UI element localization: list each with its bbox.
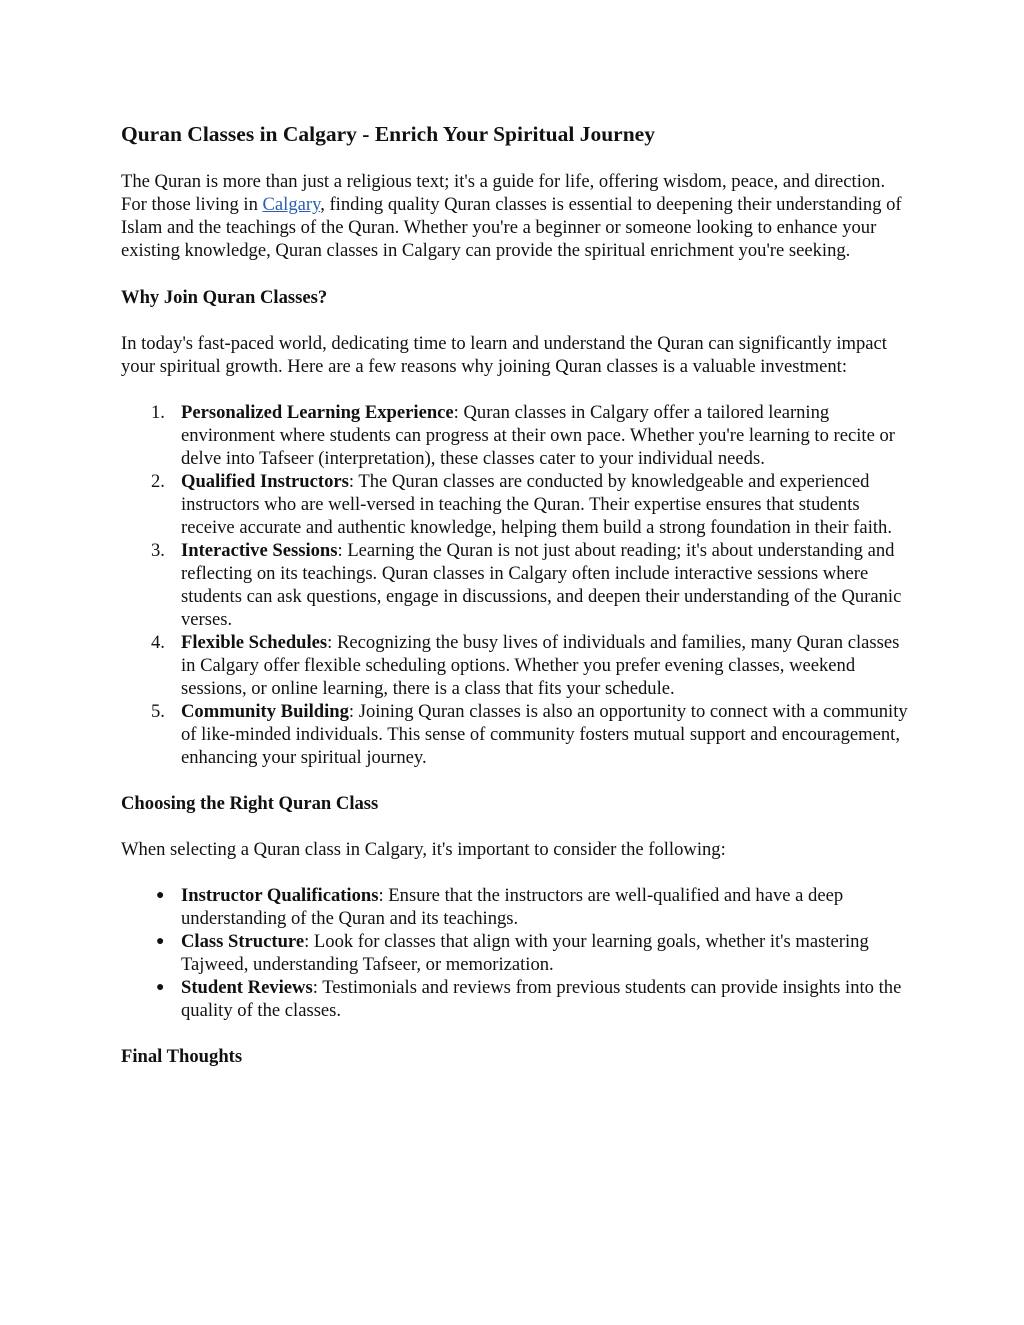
list-item bbox=[121, 884, 911, 930]
item-term: Interactive Sessions bbox=[181, 540, 338, 561]
item-term: Qualified Instructors bbox=[181, 471, 349, 492]
why-paragraph: In today's fast-paced world, dedicating time to learn and understand the Quran can significantly impact your spiritual growth. Here are a few reasons why joining Quran classes is a valuable investment: bbox=[121, 333, 887, 377]
considerations-list bbox=[121, 884, 911, 1022]
item-term: Student Reviews bbox=[181, 977, 313, 998]
item-text: : Quran classes in Calgary offer a tailored learning environment where students can progress at their own pace. Whether you're learning to recite or delve into Tafseer (interpretation), these classes cater to your individual needs. bbox=[181, 402, 895, 469]
list-item bbox=[121, 700, 911, 769]
list-number: 2. bbox=[151, 471, 165, 492]
item-term: Class Structure bbox=[181, 931, 305, 952]
list-number: 3. bbox=[151, 540, 165, 561]
list-item bbox=[121, 976, 911, 1022]
list-number: 4. bbox=[151, 632, 165, 653]
intro-text-after: , finding quality Quran classes is essential to deepening their understanding of Islam and the teachings of the Quran. Whether you're a beginner or someone looking to enhance your existing knowledge, Quran classes in Calgary can provide the spiritual enrichment you're seeking. bbox=[121, 194, 902, 261]
choosing-paragraph: When selecting a Quran class in Calgary, it's important to consider the following: bbox=[121, 839, 726, 860]
list-item bbox=[121, 470, 911, 539]
item-text: : Learning the Quran is not just about reading; it's about understanding and reflecting on its teachings. Quran classes in Calgary often include interactive sessions where students can ask questions, engage in discussions, and deepen their understanding of the Quranic verses. bbox=[181, 540, 902, 630]
choosing-heading: Choosing the Right Quran Class bbox=[121, 793, 379, 814]
why-heading: Why Join Quran Classes? bbox=[121, 287, 328, 308]
intro-paragraph bbox=[121, 170, 911, 262]
item-term: Flexible Schedules bbox=[181, 632, 328, 653]
final-heading: Final Thoughts bbox=[121, 1046, 243, 1067]
bullet-icon: ● bbox=[156, 980, 165, 995]
item-text: : Testimonials and reviews from previous students can provide insights into the quality of the classes. bbox=[181, 977, 902, 1021]
calgary-link[interactable]: Calgary bbox=[262, 194, 321, 215]
item-text: : Recognizing the busy lives of individuals and families, many Quran classes in Calgary offer flexible scheduling options. Whether you prefer evening classes, weekend sessions, or online learning, there is a class that fits your schedule. bbox=[181, 632, 900, 699]
reasons-list bbox=[121, 401, 911, 769]
item-term: Community Building bbox=[181, 701, 349, 722]
item-text: : Ensure that the instructors are well-qualified and have a deep understanding of the Quran and its teachings. bbox=[181, 885, 844, 929]
item-text: : Joining Quran classes is also an opportunity to connect with a community of like-minded individuals. This sense of community fosters mutual support and encouragement, enhancing your spiritual journey. bbox=[181, 701, 908, 768]
list-item bbox=[121, 631, 911, 700]
list-item bbox=[121, 539, 911, 631]
item-text: : Look for classes that align with your learning goals, whether it's mastering Tajweed, understanding Tafseer, or memorization. bbox=[181, 931, 869, 975]
item-term: Instructor Qualifications bbox=[181, 885, 379, 906]
bullet-icon: ● bbox=[156, 934, 165, 949]
page-title: Quran Classes in Calgary - Enrich Your Spiritual Journey bbox=[121, 122, 655, 146]
list-item bbox=[121, 401, 911, 470]
item-term: Personalized Learning Experience bbox=[181, 402, 454, 423]
list-number: 1. bbox=[151, 402, 165, 423]
bullet-icon: ● bbox=[156, 888, 165, 903]
list-number: 5. bbox=[151, 701, 165, 722]
item-text: : The Quran classes are conducted by knowledgeable and experienced instructors who are well-versed in teaching the Quran. Their expertise ensures that students receive accurate and authentic knowledge, helping them build a strong foundation in their faith. bbox=[181, 471, 892, 538]
intro-text-before: The Quran is more than just a religious text; it's a guide for life, offering wisdom, peace, and direction. For those living in bbox=[121, 171, 886, 215]
document-page bbox=[121, 118, 911, 1068]
list-item bbox=[121, 930, 911, 976]
